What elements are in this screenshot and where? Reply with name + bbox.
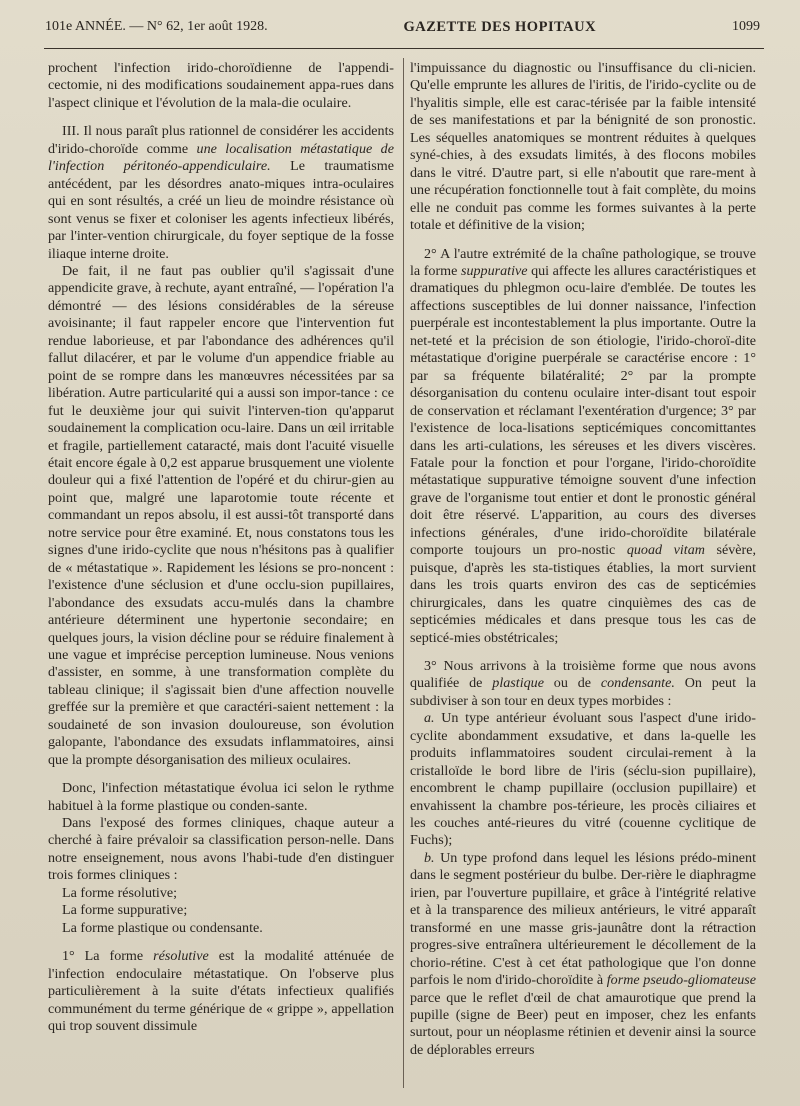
paragraph: Dans l'exposé des formes cliniques, chaque auteur a cherché à faire prévaloir sa classification person-nelle. Dans notre enseignement, nous avons l'habi-tude d'en distinguer trois formes cliniques : bbox=[48, 815, 394, 884]
column-divider bbox=[403, 58, 404, 1088]
left-column bbox=[48, 60, 394, 1035]
paragraph: Donc, l'infection métastatique évolua ici selon le rythme habituel à la forme plastique ou conden-sante. bbox=[48, 780, 394, 814]
italic-run: forme pseudo-gliomateuse bbox=[606, 972, 756, 989]
paragraph bbox=[48, 948, 394, 1035]
text-run: 1° La forme bbox=[62, 948, 154, 965]
text-run: ou de bbox=[543, 675, 601, 692]
text-run: est la modalité atténuée de l'infection endoculaire métastatique. On l'observe plus particulièrement à la suite d'états infectieux qualifiés communément du terme générique de « grippe », appellation qui trop souvent dissimule bbox=[48, 948, 394, 1035]
text-run: Un type profond dans lequel les lésions prédo-minent dans le segment postérieur du bulbe. Der-rière le diaphragme irien, par l'ouverture pupillaire, et grâce à l'intégrité relative et à la transparence des milieux antérieurs, le vitré apparaît transformé en une masse gris-jaunâtre dont la rétraction progres-sive entraînera ultérieurement le décollement de la chorio-rétine. C'est à cet état pathologique que l'on donne parfois le nom d'irido-choroïdite à bbox=[410, 849, 756, 989]
paragraph bbox=[410, 710, 756, 850]
paragraph: La forme plastique ou condensante. bbox=[62, 919, 263, 936]
text-run: qui affecte les allures caractéristiques et dramatiques du phlegmon ocu-laire d'emblée. De toutes les affections susceptibles de lui donner naissance, l'infection puerpérale est incontestablement la plus importante. Outre la net-teté et la précision de son étiologie, l'irido-choroï-dite métastatique d'origine puerpérale se caractérise encore : 1° par sa fréquente bilatéralité; 2° par la prompte désorganisation du contenu oculaire inter-disant tout espoir de conservation et réclamant l'exentération d'urgence; 3° par l'existence de loca-lisations septicémiques concomittantes dans les arti-culations, les séreuses et les divers viscères. Fatale pour la fonction et pour l'organe, l'irido-choroïdite métastatique suppurative témoigne souvent d'une infection grave de l'organisme tout entier et dont le pronostic général doit être réservé. L'apparition, au cours des diverses infections générales, d'une irido-choroïdite bilatérale comporte toujours un pro-nostic bbox=[410, 262, 756, 559]
paragraph bbox=[410, 246, 756, 647]
right-column bbox=[410, 60, 756, 1059]
text-run: III. Il nous paraît plus rationnel de considérer les accidents d'irido-choroïde comme bbox=[48, 123, 394, 157]
italic-run: résolutive bbox=[153, 948, 209, 965]
text-run: parce que le reflet d'œil de chat amaurotique que prend la pupille (signe de Beer) peut en imposer, chez les enfants surtout, pour un néoplasme rétinien et devenir ainsi la source de déplorables erreurs bbox=[410, 989, 756, 1058]
paragraph: prochent l'infection irido-choroïdienne de l'appendi-cectomie, ni des modifications soudainement appa-rues dans l'aspect clinique et l'évolution de la mala-die oculaire. bbox=[48, 60, 394, 111]
paragraph bbox=[48, 123, 394, 263]
italic-run: plastique bbox=[492, 675, 544, 692]
paragraph: l'impuissance du diagnostic ou l'insuffisance du cli-nicien. Qu'elle emprunte les allures de l'iritis, de l'irido-cyclite ou de l'hyalitis simple, elle est carac-térisée par la faible intensité de ses manifestations et par la bénignité de son pronostic. Les séquelles anatomiques se montrent réduites à quelques syné-chies, à des exsudats limités, à des flocons mobiles dans le vitré. D'autre part, si elle n'aboutit que rare-ment à une récupération fonctionnelle tout à fait complète, du moins elle ne conduit pas comme les formes suivantes à la perte totale et définitive de la vision; bbox=[410, 60, 756, 234]
italic-run: b. bbox=[424, 849, 435, 866]
italic-run: suppurative bbox=[460, 262, 528, 279]
text-run: Un type antérieur évoluant sous l'aspect d'une irido-cyclite abondamment exsudative, et dans la-quelle les produits inflammatoires soudent circulai-rement à la cristalloïde le bord libre de l'iris (séclu-sion pupillaire), encombrent le champ pupillaire (occlusion pupillaire) et envahissent la chambre pos-térieure, les procès ciliaires et les couches anté-rieures du vitré (couenne cyclitique de Fuchs); bbox=[410, 710, 756, 849]
text-run: 2° A l'autre extrémité de la chaîne pathologique, se trouve la forme bbox=[410, 245, 756, 279]
text-run: On peut la subdiviser à son tour en deux types morbides : bbox=[410, 675, 757, 709]
header-rule bbox=[44, 48, 764, 49]
paragraph: De fait, il ne faut pas oublier qu'il s'agissait d'une appendicite grave, à rechute, ayant entraîné, — l'opération l'a démontré — des lésions considérables de la séreuse avoisinante; il faut rappeler encore que l'intervention fut rendue laborieuse, et par l'abondance des adhérences qu'il fallut dilacérer, et par le volume d'un appendice friable au point de se rompre dans les manœuvres nécessitées par sa libération. Autre particularité qui a aussi son impor-tance : ce fut le deuxième jour qui suivit l'interven-tion qu'apparut soudainement la complication ocu-laire. Dans un œil irritable et fragile, partiellement cataracté, mais dont l'acuité visuelle était encore égale à 0,2 est apparue brusquement une violente douleur qui a fixé l'attention de l'opéré et du chirur-gien au point que, malgré une laparotomie toute récente et commandant un repos absolu, il est aussi-tôt transporté dans notre service pour être examiné. Et, nous constatons tous les signes d'une irido-cyclite que nous n'hésitons pas à qualifier de « métastatique ». Rapidement les lésions se pro-noncent : l'existence d'une séclusion et d'une occlu-sion pupillaires, l'abondance des exsudats accu-mulés dans la chambre antérieure déterminent une hypertonie secondaire; en quelques jours, la vision décline pour se réduire finalement à une vague et imprécise perception lumineuse. Nous venions d'assister, en somme, à une transformation complète du tableau clinique; il s'agissait bien d'une affection nouvelle greffée sur la première et que caractéri-saient nettement : la soudaineté de son invasion douloureuse, son évolution galopante, l'abondance des exsudats inflammatoires, ainsi que la prompte désorganisation des milieux oculaires. bbox=[48, 262, 394, 768]
publication-title: GAZETTE DES HOPITAUX bbox=[403, 18, 597, 35]
paragraph: La forme suppurative; bbox=[62, 902, 188, 919]
paragraph: La forme résolutive; bbox=[62, 884, 178, 901]
text-run: sévère, puisque, d'après les sta-tistiques établies, la mort survient dans les trois quarts environ des cas de septicémies chirurgicales, dans les quatre cinquièmes des cas de septicémies médicales et dans presque tous les cas de septicé-mies obstétricales; bbox=[410, 542, 756, 646]
text-run: 3° Nous arrivons à la troisième forme que nous avons qualifiée de bbox=[410, 657, 756, 692]
text-run: Le traumatisme antécédent, par les désordres anato-miques intra-oculaires qui en sont résultés, a créé un lieu de moindre résistance où sont venus se fixer et coloniser les agents infectieux libérés, par l'inter-vention chirurgicale, du foyer septique de la fosse iliaque interne droite. bbox=[48, 158, 395, 262]
italic-run: une localisation métastatique de l'infection péritonéo-appendiculaire. bbox=[48, 140, 394, 175]
issue-info: 101e ANNÉE. — N° 62, 1er août 1928. bbox=[45, 19, 268, 34]
italic-run: condensante. bbox=[600, 675, 675, 692]
paragraph bbox=[410, 850, 756, 1059]
page-header bbox=[45, 12, 760, 42]
paragraph bbox=[410, 658, 756, 710]
italic-run: quoad vitam bbox=[626, 542, 705, 559]
italic-run: a. bbox=[424, 710, 435, 727]
page-number: 1099 bbox=[732, 19, 760, 34]
